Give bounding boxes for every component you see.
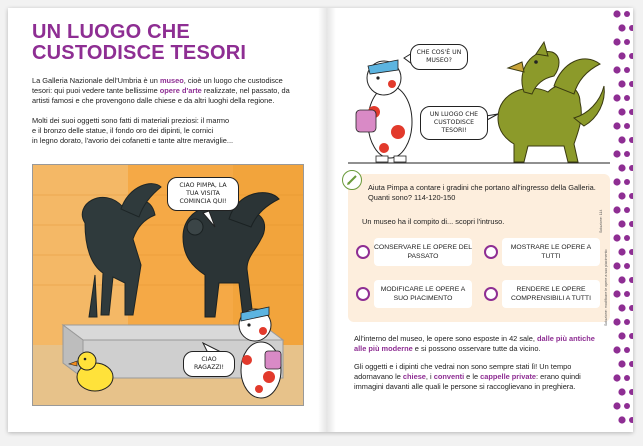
border-dot: [618, 192, 625, 199]
rooms-highlight: dalle più antiche alle più moderne: [354, 334, 595, 354]
page-gutter: [318, 8, 336, 432]
border-dot: [618, 108, 625, 115]
materials-line-3: in legno dorato, l'avorio dei cofanetti e tante altre meraviglie...: [32, 136, 234, 146]
border-dot: [629, 25, 633, 31]
border-dot: [624, 11, 630, 17]
border-dot: [613, 10, 620, 17]
border-dot: [618, 276, 625, 283]
border-dot: [613, 94, 620, 101]
griffin-dialogue-illustration: [348, 22, 610, 168]
border-dot: [618, 24, 625, 31]
origins-text-e: e le: [464, 372, 481, 382]
border-dot: [624, 403, 630, 409]
speech-bubble-hello: CIAO RAGAZZI!: [183, 351, 235, 377]
materials-paragraph: [32, 116, 304, 147]
origins-text-g: : erano quindi immagini davanti alle quali le persone si raccoglievano in preghiera.: [354, 372, 581, 392]
border-dot: [629, 361, 633, 367]
intro-text-c: , cioè un luogo che custodisce tesori: qui puoi vedere tante bellissime: [32, 76, 283, 96]
option-label: RENDERE LE OPERE COMPRENSIBILI A TUTTI: [502, 280, 600, 308]
border-dot: [618, 388, 625, 395]
border-dot: [624, 319, 630, 325]
border-dot: [613, 150, 620, 157]
option-label: MOSTRARE LE OPERE A TUTTI: [502, 238, 600, 266]
origins-text-a: Gli oggetti e i dipinti che vedrai non sono sempre stati lì! Un tempo adornavano le: [354, 362, 572, 382]
border-dot: [618, 416, 625, 423]
border-dot: [618, 52, 625, 59]
border-dot: [613, 122, 620, 129]
border-dot: [624, 235, 630, 241]
origins-highlight-conventi: conventi: [433, 372, 465, 382]
border-dot: [629, 193, 633, 199]
speech-bubble-answer: UN LUOGO CHE CUSTODISCE TESORI!: [420, 106, 488, 140]
border-dot: [629, 417, 633, 423]
origins-highlight-cappelle: cappelle private: [480, 372, 537, 382]
border-dot: [624, 207, 630, 213]
border-dot: [629, 305, 633, 311]
pencil-icon: [342, 170, 362, 190]
border-dot: [624, 291, 630, 297]
border-dot: [629, 249, 633, 255]
border-dot: [613, 38, 620, 45]
border-dot: [618, 80, 625, 87]
border-dot: [629, 137, 633, 143]
border-dot: [618, 332, 625, 339]
intruder-question: Un museo ha il compito di... scopri l'intruso.: [362, 217, 505, 226]
origins-highlight-chiese: chiese: [402, 372, 426, 382]
border-dot: [618, 164, 625, 171]
radio-circle[interactable]: [356, 287, 370, 301]
border-dot: [629, 81, 633, 87]
radio-circle[interactable]: [484, 287, 498, 301]
border-dot: [613, 318, 620, 325]
origins-text-c: , i: [425, 372, 434, 382]
border-dot: [613, 206, 620, 213]
rooms-paragraph: [354, 334, 604, 354]
border-dot: [624, 39, 630, 45]
border-dot: [629, 109, 633, 115]
border-dot: [624, 263, 630, 269]
border-dot: [629, 221, 633, 227]
pencil-glyph: [343, 171, 361, 189]
radio-circle[interactable]: [484, 245, 498, 259]
border-dot: [624, 95, 630, 101]
option-label: MODIFICARE LE OPERE A SUO PIACIMENTO: [374, 280, 472, 308]
cartoon-artwork: [348, 22, 610, 168]
intro-text-e: realizzate, nel passato, da artisti famosi e che provengono dalle chiese e da altri luoghi della regione.: [32, 86, 290, 106]
border-dot: [613, 234, 620, 241]
page-title: [32, 22, 302, 64]
border-dot: [624, 151, 630, 157]
speech-bubble-welcome: CIAO PIMPA, LA TUA VISITA COMINCIA QUI!: [167, 177, 239, 211]
book-spread: [8, 8, 633, 432]
materials-line-2: e il bronzo delle statue, il fondo oro dei dipinti, le cornici: [32, 126, 214, 136]
speech-bubble-question: CHE COS'È UN MUSEO?: [410, 44, 468, 70]
solution-intruder: Soluzione: modificare le opere a suo piacimento: [604, 249, 608, 326]
border-dot: [624, 67, 630, 73]
intro-highlight-museo: museo: [159, 76, 184, 85]
border-dot: [629, 53, 633, 59]
border-dot: [613, 290, 620, 297]
border-dot: [613, 178, 620, 185]
option-show[interactable]: [484, 238, 602, 268]
border-dot: [618, 248, 625, 255]
border-dot: [618, 136, 625, 143]
intro-paragraph: [32, 76, 304, 107]
border-dot: [613, 262, 620, 269]
option-explain[interactable]: [484, 280, 602, 310]
border-dot: [618, 304, 625, 311]
option-label: CONSERVARE LE OPERE DEL PASSATO: [374, 238, 472, 266]
border-dot: [629, 333, 633, 339]
border-dot: [624, 123, 630, 129]
border-dot: [624, 375, 630, 381]
radio-circle[interactable]: [356, 245, 370, 259]
border-dot: [629, 277, 633, 283]
option-modify[interactable]: [356, 280, 474, 310]
option-conserve[interactable]: [356, 238, 474, 268]
border-dot: [629, 389, 633, 395]
rooms-text-c: e si possono osservare tutte da vicino.: [412, 344, 541, 354]
intro-text-a: La Galleria Nazionale dell'Umbria è un: [32, 76, 160, 85]
border-dot: [624, 347, 630, 353]
border-dot: [613, 402, 620, 409]
border-dot: [618, 360, 625, 367]
border-dot: [624, 179, 630, 185]
solution-steps: Soluzione: 114: [599, 209, 603, 233]
border-dot: [613, 66, 620, 73]
border-dot: [613, 374, 620, 381]
border-dot: [613, 346, 620, 353]
title-line-1: UN LUOGO CHE: [32, 21, 190, 43]
title-line-2: CUSTODISCE TESORI: [32, 42, 247, 64]
intro-highlight-opere: opere d'arte: [159, 86, 202, 96]
border-dot: [618, 220, 625, 227]
decorative-dots-border: [611, 8, 633, 432]
materials-line-1: Molti dei suoi oggetti sono fatti di materiali preziosi: il marmo: [32, 116, 230, 125]
border-dot: [629, 165, 633, 171]
griffin-statues-illustration: [32, 164, 304, 406]
counting-task: Aiuta Pimpa a contare i gradini che portano all'ingresso della Galleria. Quanti sono? 114-120-150: [368, 183, 596, 203]
rooms-text-a: All'interno del museo, le opere sono esposte in 42 sale,: [354, 334, 538, 343]
origins-paragraph: [354, 362, 604, 393]
